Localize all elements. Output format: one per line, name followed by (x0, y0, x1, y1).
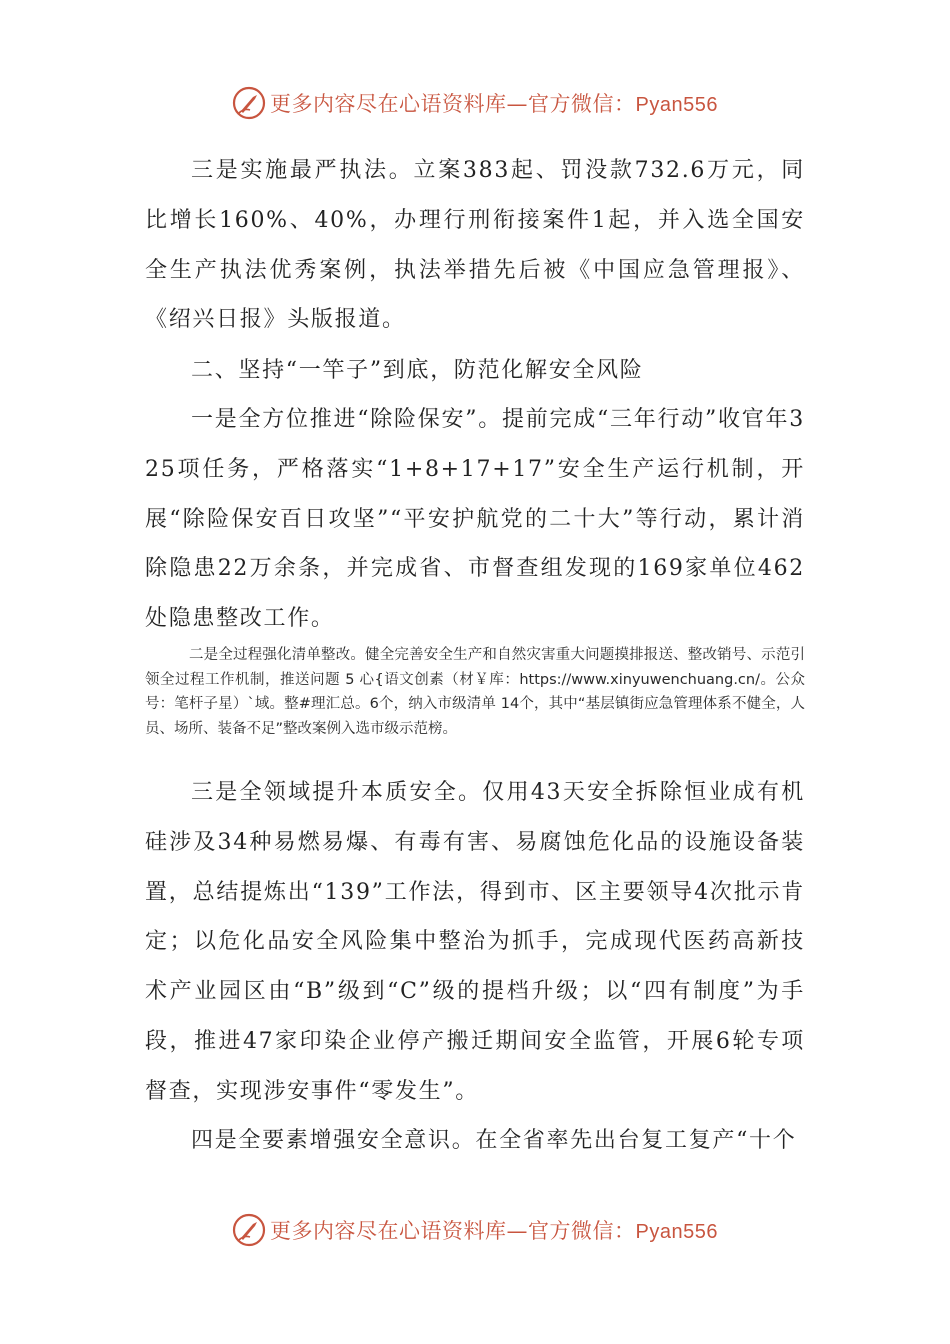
banner-wechat-id: Pyan556 (635, 1221, 718, 1243)
paragraph-intrinsic-safety: 三是全领域提升本质安全。仅用43天安全拆除恒业成有机硅涉及34种易燃易爆、有毒有害、易腐蚀危化品的设施设备装置，总结提炼出“139”工作法，得到市、区主要领导4次批示肯定；以危化品安全风险集中整治为抓手，完成现代医药高新技术产业园区由“B”级到“C”级的提档升级；以“四有制度”为手段，推进47家印染企业停产搬迁期间安全监管，开展6轮专项督查，实现涉安事件“零发生”。 (145, 780, 805, 1104)
banner-title: 更多内容尽在心语资料库—官方微信： (270, 1219, 636, 1243)
banner-wechat-id: Pyan556 (635, 94, 718, 116)
paragraph-safety-awareness: 四是全要素增强安全意识。在全省率先出台复工复产“十个 (191, 1128, 797, 1153)
banner-text (270, 88, 718, 118)
section-heading-risk-prevention: 二、坚持“一竿子”到底，防范化解安全风险 (191, 358, 644, 383)
footer-banner (0, 1210, 950, 1250)
paragraph-checklist-rectification: 二是全过程强化清单整改。健全完善安全生产和自然灾害重大问题摸排报送、整改销号、示范引领全过程工作机制，推送问题 5 心{语文创素（材￥库：https://www.xinyuwenchuang.cn/。公众号：笔杆子星）`域。整#理汇总。6个，纳入市级清单 14个，其中“基层镇街应急管理体系不健全，人员、场所、装备不足”整改案例入选市级示范榜。 (145, 647, 805, 737)
paragraph-strict-enforcement: 三是实施最严执法。立案383起、罚没款732.6万元，同比增长160%、40%，办理行刑衔接案件1起，并入选全国安全生产执法优秀案例，执法举措先后被《中国应急管理报》、《绍兴日报》头版报道。 (145, 158, 805, 333)
header-banner (0, 83, 950, 123)
pen-nib-logo-icon (232, 86, 266, 120)
pen-nib-logo-icon (232, 1213, 266, 1247)
banner-title: 更多内容尽在心语资料库—官方微信： (270, 92, 636, 116)
paragraph-risk-removal: 一是全方位推进“除险保安”。提前完成“三年行动”收官年325项任务，严格落实“1+8+17+17”安全生产运行机制，开展“除险保安百日攻坚”“平安护航党的二十大”等行动，累计消除隐患22万余条，并完成省、市督查组发现的169家单位462 处隐患整改工作。 (145, 407, 805, 632)
banner-text (270, 1215, 718, 1245)
